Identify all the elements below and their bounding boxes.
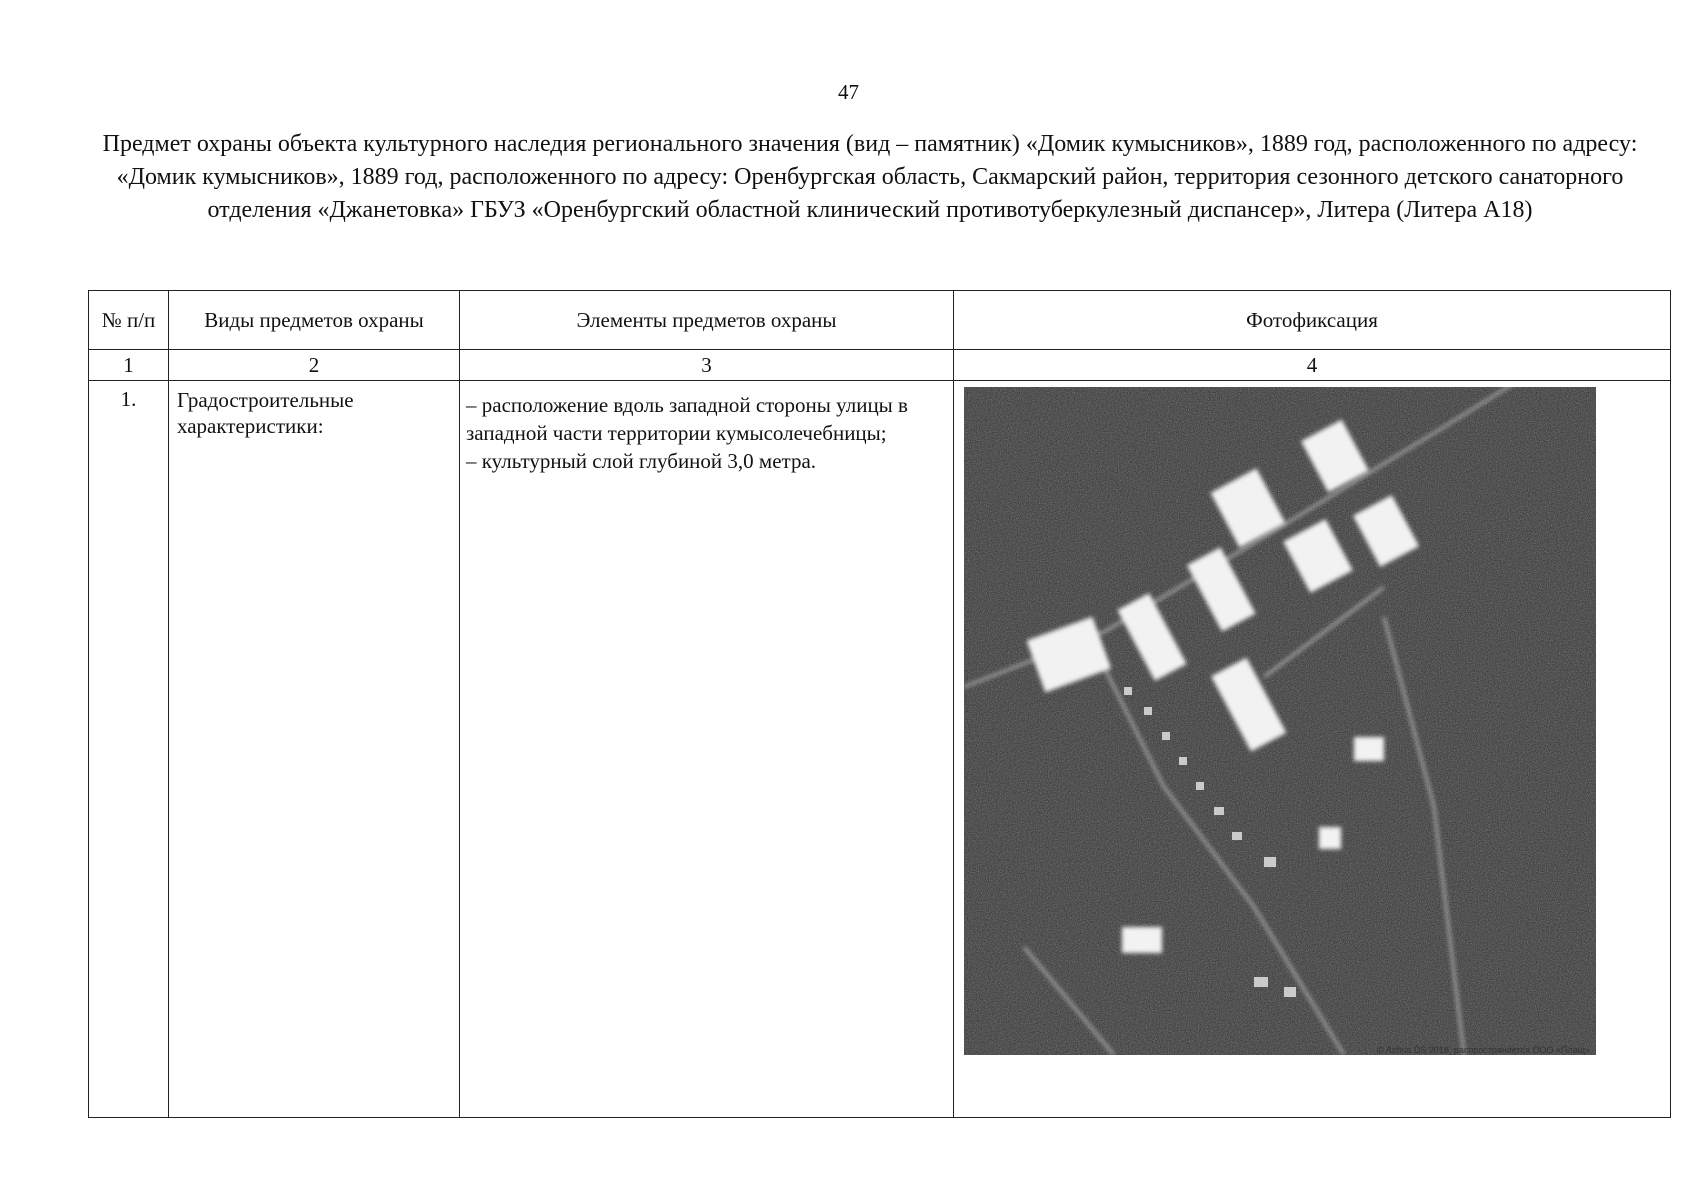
header-elements: Элементы предметов охраны (460, 291, 954, 350)
element-item: – расположение вдоль западной стороны улицы в западной части территории кумысолечебницы; (466, 393, 908, 445)
protection-table (88, 290, 1671, 1118)
photo-credit: © Airbus DS 2018, распространяется ООО «Плащ» (1377, 1045, 1590, 1055)
satellite-image-icon (964, 387, 1596, 1055)
header-number: № п/п (89, 291, 169, 350)
protection-type: Градостроительные характеристики: (169, 381, 460, 1118)
satellite-image (964, 387, 1596, 1055)
column-number: 3 (460, 350, 954, 381)
photo-cell (954, 381, 1671, 1118)
column-number: 4 (954, 350, 1671, 381)
document-title: Предмет охраны объекта культурного наследия регионального значения (вид – памятник) «Домик кумысников», 1889 год, расположенного по адресу: «Домик кумысников», 1889 год, расположенного по адресу: Оренбургская область, Сакмарский район, территория сезонного детского санаторного отделения «Джанетовка» ГБУЗ «Оренбургский областной клинический противотуберкулезный диспансер», Литера (Литера А18) (102, 131, 1638, 223)
header-types: Виды предметов охраны (169, 291, 460, 350)
protection-elements (460, 381, 954, 1118)
column-number-row (89, 350, 1671, 381)
column-number: 1 (89, 350, 169, 381)
table-header-row (89, 291, 1671, 350)
table-row (89, 381, 1671, 1118)
column-number: 2 (169, 350, 460, 381)
page-number: 47 (838, 80, 859, 104)
element-item: – культурный слой глубиной 3,0 метра. (466, 449, 817, 473)
header-photo: Фотофиксация (954, 291, 1671, 350)
row-number: 1. (89, 381, 169, 1118)
